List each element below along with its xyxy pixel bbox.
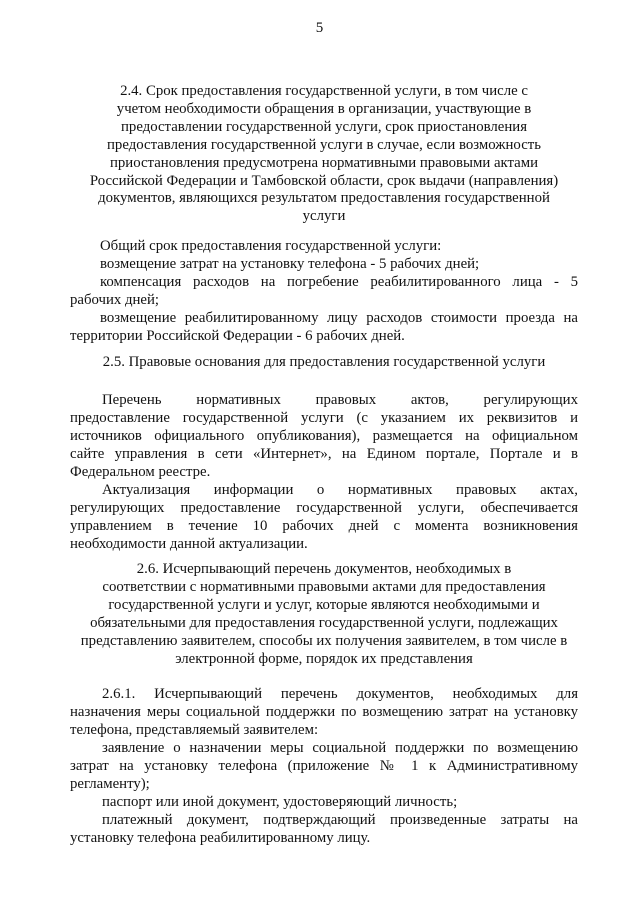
text-line: управлением в течение 10 рабочих дней с момента возникновения xyxy=(70,518,578,534)
section-2-5-body xyxy=(70,391,578,553)
text-line: регламенту); xyxy=(70,776,150,792)
text-line: необходимости данной актуализации. xyxy=(70,536,308,552)
heading-line: предоставлении государственной услуги, срок приостановления xyxy=(121,118,527,135)
heading-line: электронной форме, порядок их представления xyxy=(175,650,473,667)
text-line: Актуализация информации о нормативных правовых актах, xyxy=(102,482,578,498)
section-2-6-heading xyxy=(70,561,578,668)
heading-line: документов, являющихся результатом предоставления государственной xyxy=(98,190,550,207)
text-line: телефона, представляемый заявителем: xyxy=(70,722,319,738)
heading-line: представлению заявителем, способы их получения заявителем, в том числе в xyxy=(80,632,568,649)
text-line: затрат на установку телефона (приложение № 1 к Административному xyxy=(70,758,578,774)
text-line: территории Российской Федерации - 6 рабочих дней. xyxy=(70,328,405,344)
section-2-4-body xyxy=(70,237,578,345)
text-line: Общий срок предоставления государственной услуги: xyxy=(100,238,442,254)
text-line: паспорт или иной документ, удостоверяющий личность; xyxy=(102,794,458,810)
heading-line: соответствии с нормативными правовыми актами для предоставления xyxy=(102,578,546,595)
text-line: компенсация расходов на погребение реабилитированного лица - 5 xyxy=(100,274,578,290)
text-line: предоставление государственной услуги (с указанием их реквизитов и xyxy=(70,410,578,426)
text-line: назначения меры социальной поддержки по возмещению затрат на установку xyxy=(70,704,578,720)
heading-line: 2.5. Правовые основания для предоставления государственной услуги xyxy=(102,354,546,370)
text-line: 2.6.1. Исчерпывающий перечень документов, необходимых для xyxy=(102,686,578,702)
text-line: возмещение реабилитированному лицу расходов стоимости проезда на xyxy=(100,310,578,326)
text-line: Федеральном реестре. xyxy=(70,464,211,480)
text-line: платежный документ, подтверждающий произведенные затраты на xyxy=(102,812,578,828)
heading-line: государственной услуги и услуг, которые являются необходимыми и xyxy=(108,596,540,613)
heading-line: услуги xyxy=(302,208,346,225)
heading-line: приостановления предусмотрена нормативными правовыми актами xyxy=(109,154,539,171)
section-2-4-heading xyxy=(70,83,578,226)
text-line: источников официального опубликования), размещается на официальном xyxy=(70,428,578,444)
text-line: возмещение затрат на установку телефона - 5 рабочих дней; xyxy=(100,256,480,272)
heading-line: предоставления государственной услуги в случае, если возможность xyxy=(107,136,541,153)
text-line: рабочих дней; xyxy=(70,292,160,308)
heading-line: 2.4. Срок предоставления государственной услуги, в том числе с xyxy=(120,83,528,99)
text-line: сайте управления в сети «Интернет», на Едином портале, Портале и в xyxy=(70,446,578,462)
section-2-6-1-body xyxy=(70,685,578,847)
section-2-5-heading xyxy=(70,354,578,372)
heading-line: обязательными для предоставления государственной услуги, подлежащих xyxy=(90,614,558,631)
text-line: Перечень нормативных правовых актов, регулирующих xyxy=(102,392,578,408)
heading-line: Российской Федерации и Тамбовской области, срок выдачи (направления) xyxy=(89,172,559,189)
page-number: 5 xyxy=(315,20,324,36)
text-line: установку телефона реабилитированному лицу. xyxy=(70,830,371,846)
heading-line: 2.6. Исчерпывающий перечень документов, необходимых в xyxy=(136,561,512,577)
heading-line: учетом необходимости обращения в организации, участвующие в xyxy=(116,100,532,117)
text-line: заявление о назначении меры социальной поддержки по возмещению xyxy=(102,740,578,756)
text-line: регулирующих предоставление государственной услуги, обеспечивается xyxy=(70,500,578,516)
